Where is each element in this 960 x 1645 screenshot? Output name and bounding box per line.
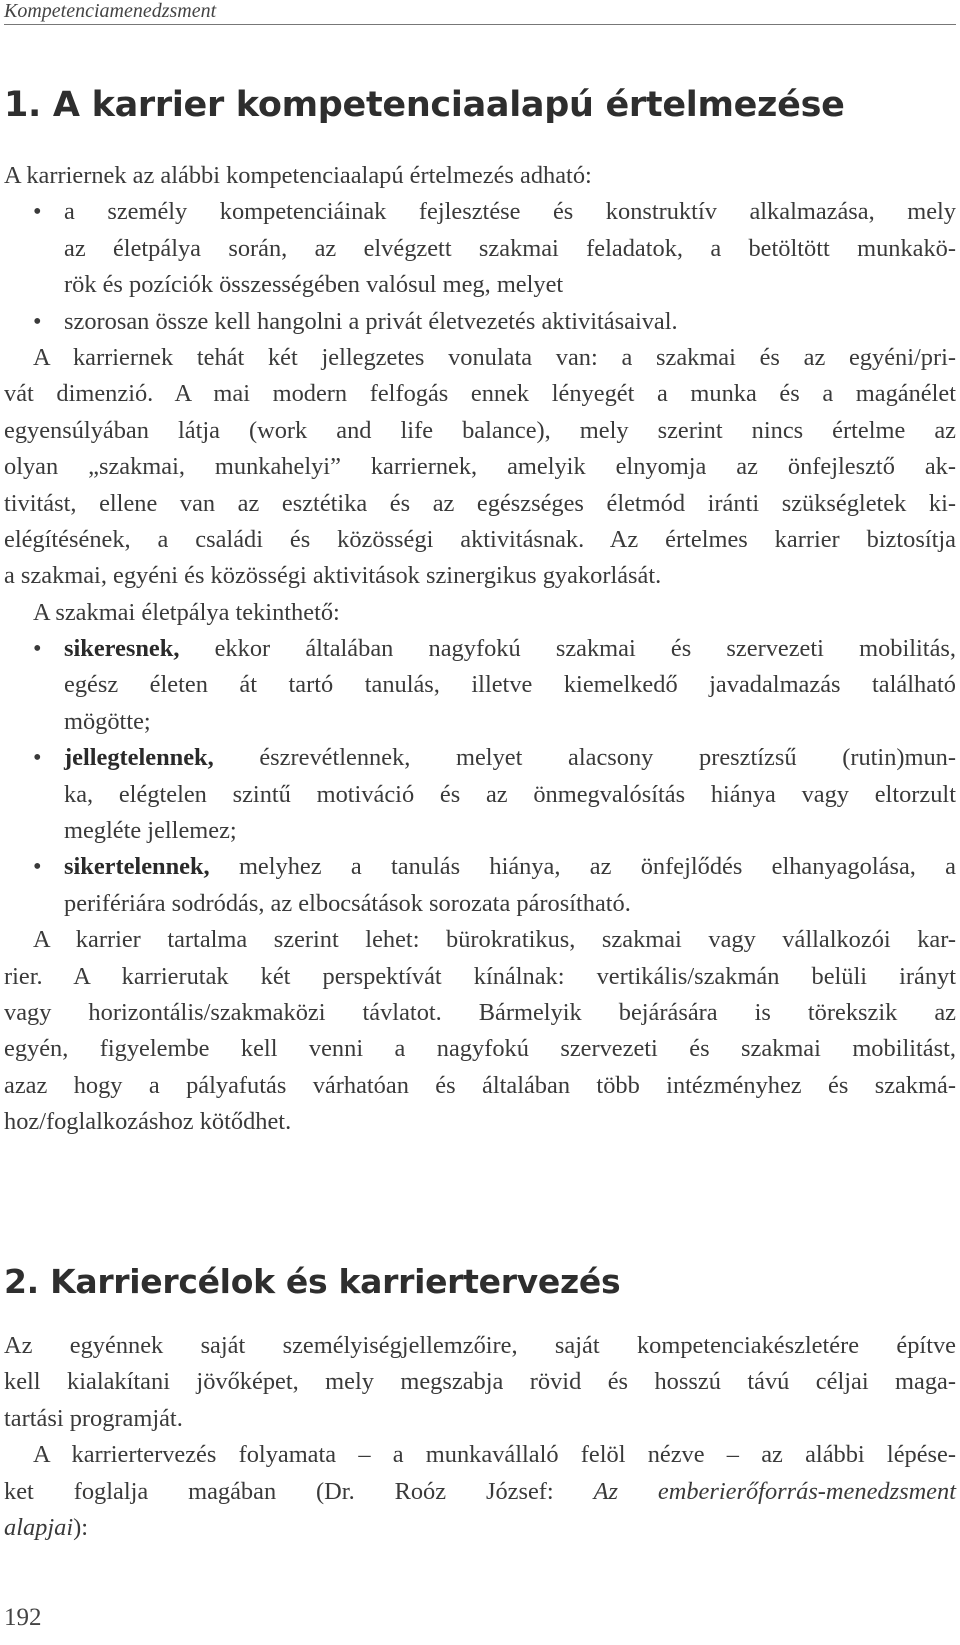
text-line: A karriertervezés folyamata – a munkavállaló felöl nézve – az alábbi lépése- (33, 1441, 956, 1469)
page-number: 192 (4, 1604, 42, 1631)
text-line: rier. A karrierutak két perspektívát kínálnak: vertikális/szakmán belüli irányt (4, 962, 956, 990)
text-line: Az egyénnek saját személyiségjellemzőire, saját kompetenciakészletére építve (4, 1332, 956, 1359)
bold-term: sikeresnek, (64, 635, 180, 663)
text-line: egyensúlyában látja (work and life balance), mely szerint nincs értelme az (4, 416, 956, 444)
text-line: rök és pozíciók összességében valósul meg, melyet (64, 271, 564, 299)
text-line: tartási programját. (4, 1404, 183, 1432)
text-line: egyén, figyelembe kell venni a nagyfokú szervezeti és szakmai mobilitást, (4, 1035, 956, 1063)
text-line: perifériára sodródás, az elbocsátások sorozata párosítható. (64, 889, 631, 917)
text-line: az életpálya során, az elvégzett szakmai feladatok, a betöltött munkakö- (64, 234, 956, 262)
text-line: szorosan össze kell hangolni a privát életvezetés aktivitásaival. (64, 307, 678, 335)
text-line: vagy horizontális/szakmaközi távlatot. Bármelyik bejárására is törekszik az (4, 998, 956, 1026)
paragraph (4, 340, 956, 595)
citation-title: Az emberierőforrás-menedzsment (593, 1477, 956, 1505)
text-line: hoz/foglalkozáshoz kötődhet. (4, 1108, 292, 1136)
text-line: vát dimenzió. A mai modern felfogás ennek lényegét a munka és a magánélet (4, 380, 956, 408)
text-line: megléte jellemez; (64, 817, 237, 845)
text-line: kell kialakítani jövőképet, mely megszabja rövid és hosszú távú céljai maga- (4, 1368, 956, 1396)
running-title: Kompetenciamenedzsment (4, 0, 217, 22)
bullet-item (4, 849, 956, 922)
bullet-item (4, 740, 956, 849)
bullet-icon: • (33, 198, 42, 226)
text-line: egész életen át tartó tanulás, illetve kiemelkedő javadalmazás található (64, 671, 956, 699)
text-line: a szakmai, egyéni és közösségi aktivitások szinergikus gyakorlását. (4, 562, 662, 590)
paragraph (4, 1328, 956, 1437)
bullet-item (4, 194, 956, 303)
text-line: tivitást, ellene van az esztétika és az egészséges életmód iránti szükségletek ki- (4, 489, 956, 517)
text-line: jellegtelennek, észrevétlennek, melyet alacsony presztízsű (rutin)mun- (64, 744, 956, 772)
text-line: azaz hogy a pályafutás várhatóan és általában több intézményhez és szakmá- (4, 1071, 956, 1099)
text-line: olyan „szakmai, munkahelyi” karriernek, amelyik elnyomja az önfejlesztő ak- (4, 453, 956, 481)
paragraph (4, 1437, 956, 1546)
bold-term: jellegtelennek, (64, 744, 214, 772)
bullet-icon: • (33, 307, 42, 335)
text-line: sikertelennek, melyhez a tanulás hiánya, az önfejlődés elhanyagolása, a (64, 853, 956, 881)
section-1-heading: 1. A karrier kompetenciaalapú értelmezése (4, 85, 845, 125)
section-1-body (4, 158, 956, 1141)
text-line: ket foglalja magában (Dr. Roóz József: Az emberierőforrás-menedzsment (4, 1477, 956, 1505)
citation-title: alapjai (4, 1513, 74, 1541)
text-line: A karriernek tehát két jellegzetes vonulata van: a szakmai és az egyéni/pri- (33, 343, 956, 371)
section-2-heading: 2. Karriercélok és karriertervezés (4, 1262, 621, 1301)
running-header (4, 0, 956, 25)
text-line: sikeresnek, ekkor általában nagyfokú szakmai és szervezeti mobilitás, (64, 635, 956, 663)
paragraph (4, 922, 956, 1140)
section-2-body (4, 1328, 956, 1546)
text-line: alapjai): (4, 1513, 89, 1541)
bullet-item (4, 631, 956, 740)
bullet-item (4, 304, 956, 340)
bullet-icon: • (33, 635, 42, 663)
text-line: elégítésének, a családi és közösségi aktivitásnak. Az értelmes karrier biztosítja (4, 525, 956, 553)
paragraph-intro: A szakmai életpálya tekinthető: (33, 598, 340, 626)
text-line: ka, elégtelen szintű motiváció és az önmegvalósítás hiánya vagy eltorzult (64, 780, 956, 808)
text-line: A karrier tartalma szerint lehet: bürokratikus, szakmai vagy vállalkozói kar- (33, 926, 956, 954)
bullet-icon: • (33, 744, 42, 772)
intro-line: A karriernek az alábbi kompetenciaalapú értelmezés adható: (4, 162, 592, 189)
text-line: a személy kompetenciáinak fejlesztése és konstruktív alkalmazása, mely (64, 198, 956, 226)
bold-term: sikertelennek, (64, 853, 210, 881)
bullet-icon: • (33, 853, 42, 881)
text-line: mögötte; (64, 707, 151, 735)
